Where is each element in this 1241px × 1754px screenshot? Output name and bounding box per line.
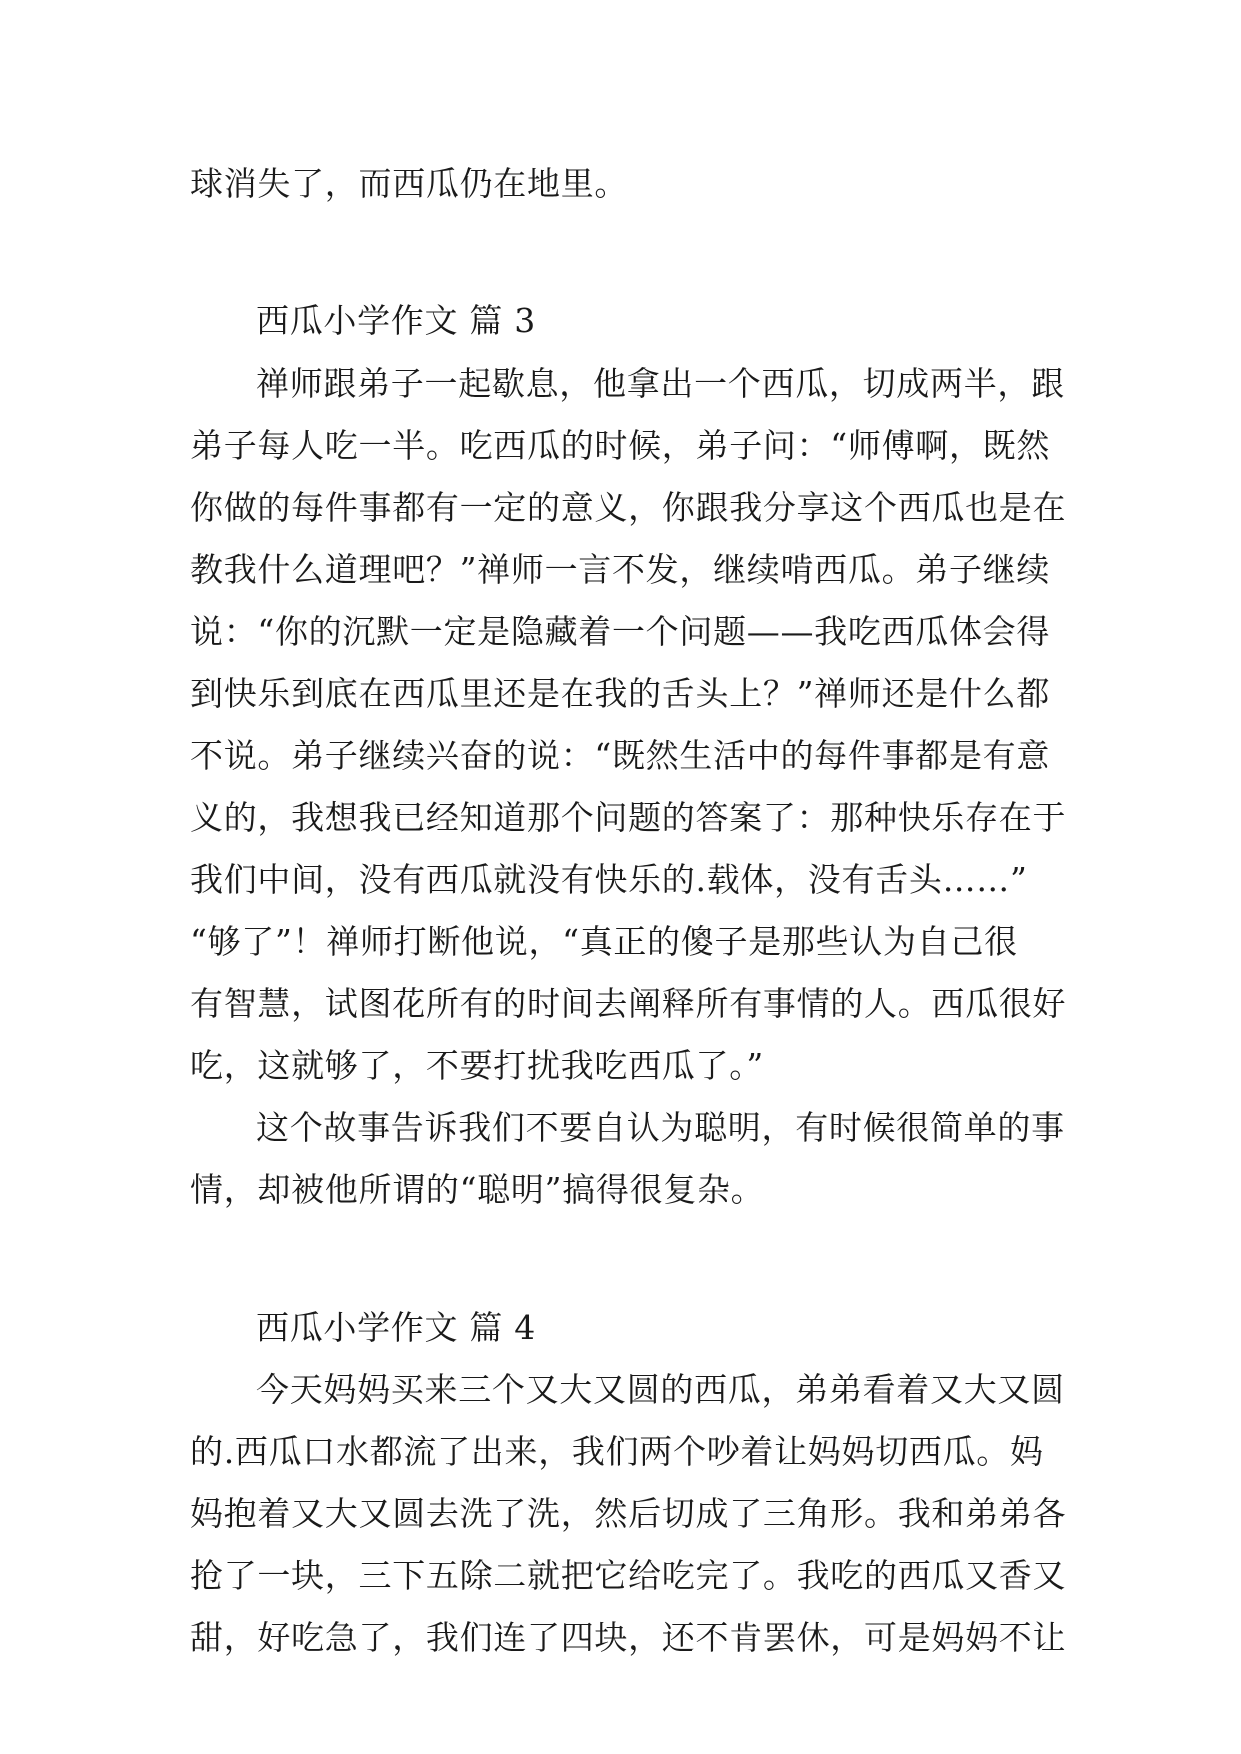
text-line: 球消失了，而西瓜仍在地里。 <box>190 164 629 203</box>
text-line: 妈抱着又大又圆去洗了洗，然后切成了三角形。我和弟弟各 <box>190 1494 1067 1533</box>
text-line: 抢了一块，三下五除二就把它给吃完了。我吃的西瓜又香又 <box>190 1556 1067 1595</box>
text-line: 甜，好吃急了，我们连了四块，还不肯罢休，可是妈妈不让 <box>190 1618 1067 1657</box>
section-heading-4: 西瓜小学作文 篇 4 <box>256 1308 536 1347</box>
text-line: 吃，这就够了，不要打扰我吃西瓜了。” <box>190 1046 764 1085</box>
text-line: 禅师跟弟子一起歇息，他拿出一个西瓜，切成两半，跟 <box>256 364 1065 403</box>
text-line: 情，却被他所谓的“聪明”搞得很复杂。 <box>190 1170 765 1209</box>
text-line: 弟子每人吃一半。吃西瓜的时候，弟子问：“师傅啊，既然 <box>190 426 1051 465</box>
text-line: 教我什么道理吧？”禅师一言不发，继续啃西瓜。弟子继续 <box>190 550 1051 589</box>
text-line: 这个故事告诉我们不要自认为聪明，有时候很简单的事 <box>256 1108 1065 1147</box>
section-heading-3: 西瓜小学作文 篇 3 <box>256 301 536 340</box>
text-line: 有智慧，试图花所有的时间去阐释所有事情的人。西瓜很好 <box>190 984 1067 1023</box>
text-line: 的.西瓜口水都流了出来，我们两个吵着让妈妈切西瓜。妈 <box>190 1432 1044 1471</box>
text-line: 不说。弟子继续兴奋的说：“既然生活中的每件事都是有意 <box>190 736 1051 775</box>
text-line: 说：“你的沉默一定是隐藏着一个问题——我吃西瓜体会得 <box>190 612 1051 651</box>
text-line: 义的，我想我已经知道那个问题的答案了：那种快乐存在于 <box>190 798 1067 837</box>
text-line: 到快乐到底在西瓜里还是在我的舌头上？”禅师还是什么都 <box>190 674 1051 713</box>
text-line: “够了”！禅师打断他说，“真正的傻子是那些认为自己很 <box>190 922 1018 961</box>
text-line: 我们中间，没有西瓜就没有快乐的.载体，没有舌头……” <box>190 860 1028 899</box>
text-line: 今天妈妈买来三个又大又圆的西瓜，弟弟看着又大又圆 <box>256 1370 1065 1409</box>
text-line: 你做的每件事都有一定的意义，你跟我分享这个西瓜也是在 <box>190 488 1067 527</box>
